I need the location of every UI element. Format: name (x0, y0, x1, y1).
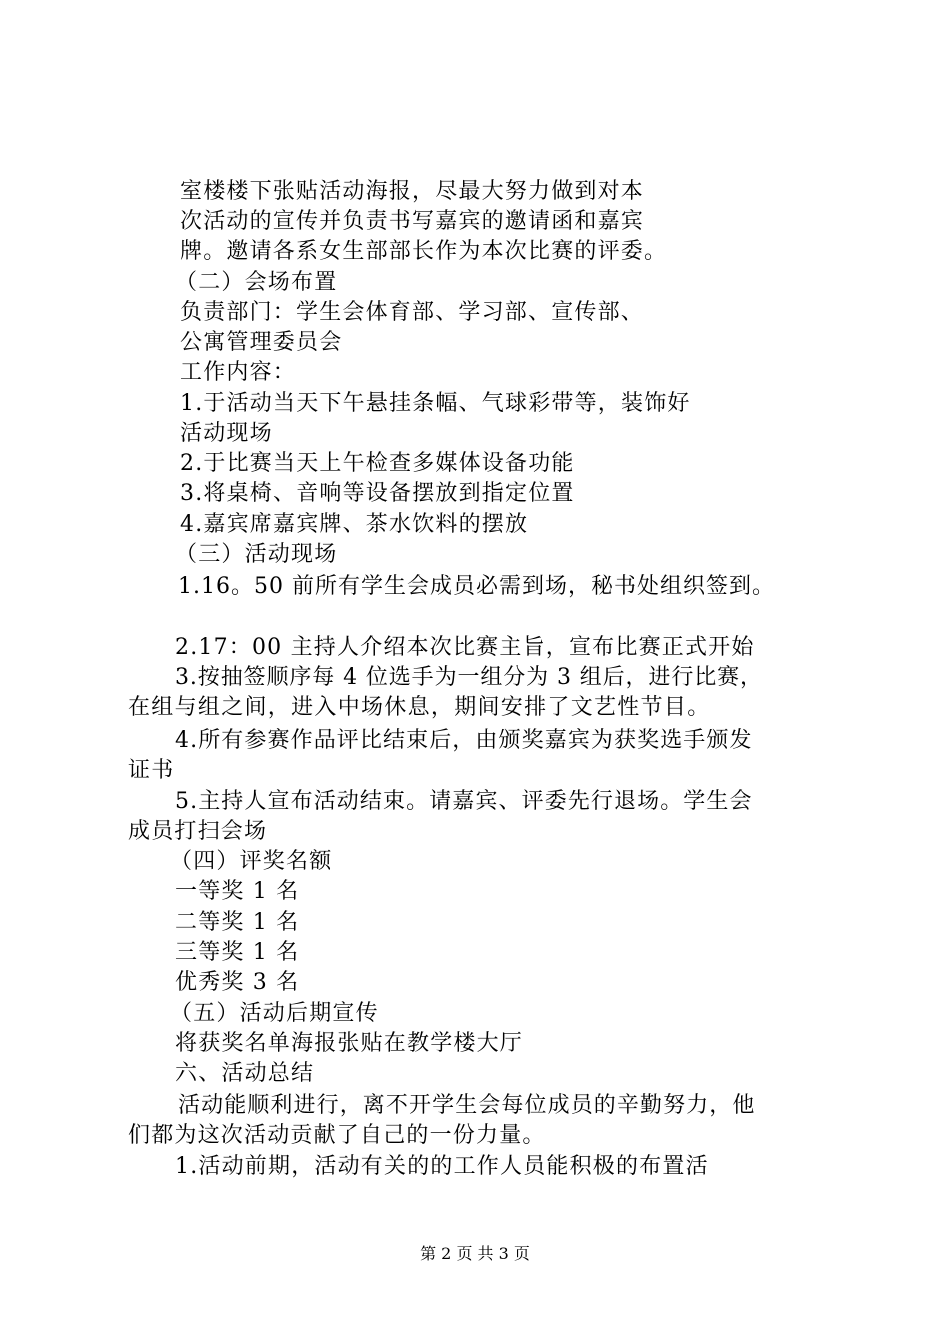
text-line: 次活动的宣传并负责书写嘉宾的邀请函和嘉宾 (180, 209, 645, 234)
list-item: 1.16。50 前所有学生会成员必需到场，秘书处组织签到。 (178, 574, 775, 599)
text-line: 三等奖 1 名 (175, 940, 300, 965)
section-heading: （二）会场布置 (175, 270, 338, 295)
text-line: 将获奖名单海报张贴在教学楼大厅 (175, 1031, 524, 1056)
section-heading: 六、活动总结 (175, 1061, 315, 1086)
text-line: 优秀奖 3 名 (175, 970, 300, 995)
text-line: 成员打扫会场 (128, 819, 268, 844)
list-item: 4.嘉宾席嘉宾牌、茶水饮料的摆放 (180, 512, 529, 537)
section-heading: （五）活动后期宣传 (170, 1001, 379, 1026)
list-item: 3.按抽签顺序每 4 位选手为一组分为 3 组后，进行比赛， (175, 665, 763, 690)
list-item: 2.17：00 主持人介绍本次比赛主旨，宣布比赛正式开始 (175, 635, 755, 660)
text-line: 工作内容： (180, 360, 297, 385)
text-line: 负责部门：学生会体育部、学习部、宣传部、 (180, 300, 645, 325)
list-item: 3.将桌椅、音响等设备摆放到指定位置 (180, 481, 575, 506)
list-item: 4.所有参赛作品评比结束后，由颁奖嘉宾为获奖选手颁发 (175, 728, 753, 753)
text-line: 在组与组之间，进入中场休息，期间安排了文艺性节目。 (128, 695, 711, 720)
text-line: 公寓管理委员会 (180, 330, 343, 355)
list-item: 1.活动前期，活动有关的的工作人员能积极的布置活 (175, 1154, 709, 1179)
text-line: 们都为这次活动贡献了自己的一份力量。 (128, 1123, 546, 1148)
section-heading: （三）活动现场 (175, 542, 338, 567)
text-line: 活动现场 (180, 421, 273, 446)
text-line: 二等奖 1 名 (175, 910, 300, 935)
section-heading: （四）评奖名额 (170, 849, 333, 874)
text-line: 活动能顺利进行，离不开学生会每位成员的辛勤努力，他 (178, 1093, 756, 1118)
page-footer: 第 2 页 共 3 页 (420, 1244, 530, 1263)
text-line: 一等奖 1 名 (175, 879, 300, 904)
text-line: 室楼楼下张贴活动海报，尽最大努力做到对本 (180, 179, 645, 204)
list-item: 2.于比赛当天上午检查多媒体设备功能 (180, 451, 575, 476)
list-item: 1.于活动当天下午悬挂条幅、气球彩带等，装饰好 (180, 391, 691, 416)
text-line: 证书 (128, 758, 175, 783)
list-item: 5.主持人宣布活动结束。请嘉宾、评委先行退场。学生会 (175, 789, 753, 814)
text-line: 牌。邀请各系女生部部长作为本次比赛的评委。 (180, 239, 668, 264)
